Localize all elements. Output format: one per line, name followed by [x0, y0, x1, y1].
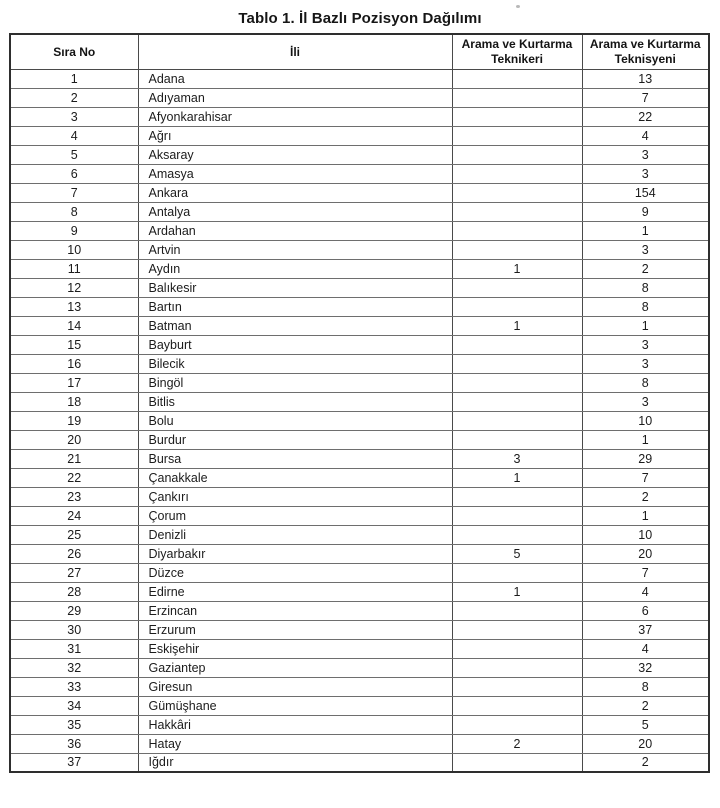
province-name-cell: Aksaray — [138, 145, 452, 164]
table-row — [10, 430, 709, 449]
teknisyeni-count-cell: 10 — [582, 525, 709, 544]
row-number-cell: 25 — [10, 525, 138, 544]
province-name-cell: Aydın — [138, 259, 452, 278]
table-row — [10, 544, 709, 563]
row-number-cell: 34 — [10, 696, 138, 715]
row-number-cell: 37 — [10, 753, 138, 772]
teknikeri-count-cell — [452, 69, 582, 88]
teknisyeni-count-cell: 20 — [582, 544, 709, 563]
teknikeri-count-cell — [452, 715, 582, 734]
row-number-cell: 21 — [10, 449, 138, 468]
row-number-cell: 4 — [10, 126, 138, 145]
table-row — [10, 696, 709, 715]
province-name-cell: Amasya — [138, 164, 452, 183]
row-number-cell: 18 — [10, 392, 138, 411]
teknisyeni-count-cell: 3 — [582, 145, 709, 164]
teknikeri-count-cell: 1 — [452, 259, 582, 278]
table-row — [10, 126, 709, 145]
header-teknikeri: Arama ve Kurtarma Teknikeri — [452, 34, 582, 69]
row-number-cell: 12 — [10, 278, 138, 297]
teknikeri-count-cell — [452, 202, 582, 221]
province-name-cell: Hakkâri — [138, 715, 452, 734]
province-name-cell: Çorum — [138, 506, 452, 525]
row-number-cell: 13 — [10, 297, 138, 316]
table-body — [10, 69, 709, 772]
row-number-cell: 33 — [10, 677, 138, 696]
row-number-cell: 36 — [10, 734, 138, 753]
teknisyeni-count-cell: 3 — [582, 354, 709, 373]
teknikeri-count-cell — [452, 354, 582, 373]
table-row — [10, 411, 709, 430]
teknikeri-count-cell — [452, 525, 582, 544]
table-row — [10, 202, 709, 221]
province-name-cell: Ankara — [138, 183, 452, 202]
teknisyeni-count-cell: 7 — [582, 563, 709, 582]
row-number-cell: 20 — [10, 430, 138, 449]
table-row — [10, 582, 709, 601]
table-row — [10, 107, 709, 126]
teknisyeni-count-cell: 4 — [582, 639, 709, 658]
teknikeri-count-cell — [452, 183, 582, 202]
table-row — [10, 335, 709, 354]
teknisyeni-count-cell: 2 — [582, 753, 709, 772]
teknisyeni-count-cell: 2 — [582, 696, 709, 715]
teknikeri-count-cell: 1 — [452, 582, 582, 601]
teknikeri-count-cell — [452, 563, 582, 582]
row-number-cell: 32 — [10, 658, 138, 677]
row-number-cell: 1 — [10, 69, 138, 88]
teknikeri-count-cell — [452, 297, 582, 316]
province-name-cell: Artvin — [138, 240, 452, 259]
teknikeri-count-cell — [452, 335, 582, 354]
scan-artifact — [516, 5, 520, 8]
row-number-cell: 17 — [10, 373, 138, 392]
table-row — [10, 658, 709, 677]
row-number-cell: 23 — [10, 487, 138, 506]
province-name-cell: Ardahan — [138, 221, 452, 240]
table-title: Tablo 1. İl Bazlı Pozisyon Dağılımı — [238, 10, 482, 27]
row-number-cell: 2 — [10, 88, 138, 107]
teknisyeni-count-cell: 7 — [582, 468, 709, 487]
table-row — [10, 392, 709, 411]
teknikeri-count-cell — [452, 753, 582, 772]
teknisyeni-count-cell: 7 — [582, 88, 709, 107]
row-number-cell: 7 — [10, 183, 138, 202]
teknisyeni-count-cell: 3 — [582, 164, 709, 183]
province-name-cell: Burdur — [138, 430, 452, 449]
teknikeri-count-cell — [452, 620, 582, 639]
row-number-cell: 19 — [10, 411, 138, 430]
teknisyeni-count-cell: 5 — [582, 715, 709, 734]
table-row — [10, 164, 709, 183]
row-number-cell: 29 — [10, 601, 138, 620]
row-number-cell: 16 — [10, 354, 138, 373]
row-number-cell: 22 — [10, 468, 138, 487]
teknisyeni-count-cell: 154 — [582, 183, 709, 202]
teknikeri-count-cell — [452, 696, 582, 715]
teknisyeni-count-cell: 32 — [582, 658, 709, 677]
teknikeri-count-cell: 5 — [452, 544, 582, 563]
teknisyeni-count-cell: 1 — [582, 316, 709, 335]
teknisyeni-count-cell: 1 — [582, 430, 709, 449]
row-number-cell: 14 — [10, 316, 138, 335]
teknikeri-count-cell — [452, 164, 582, 183]
table-row — [10, 354, 709, 373]
table-row — [10, 278, 709, 297]
teknikeri-count-cell — [452, 601, 582, 620]
row-number-cell: 26 — [10, 544, 138, 563]
table-row — [10, 715, 709, 734]
teknisyeni-count-cell: 13 — [582, 69, 709, 88]
teknisyeni-count-cell: 4 — [582, 126, 709, 145]
teknikeri-count-cell — [452, 88, 582, 107]
province-name-cell: Hatay — [138, 734, 452, 753]
province-name-cell: Antalya — [138, 202, 452, 221]
table-row — [10, 183, 709, 202]
province-name-cell: Giresun — [138, 677, 452, 696]
table-row — [10, 468, 709, 487]
teknikeri-count-cell — [452, 487, 582, 506]
province-name-cell: Çanakkale — [138, 468, 452, 487]
table-row — [10, 145, 709, 164]
header-row — [10, 34, 709, 69]
province-name-cell: Balıkesir — [138, 278, 452, 297]
row-number-cell: 11 — [10, 259, 138, 278]
province-name-cell: Adana — [138, 69, 452, 88]
table-header — [10, 34, 709, 69]
province-name-cell: Bitlis — [138, 392, 452, 411]
teknikeri-count-cell: 1 — [452, 316, 582, 335]
teknikeri-count-cell — [452, 126, 582, 145]
province-name-cell: Batman — [138, 316, 452, 335]
row-number-cell: 10 — [10, 240, 138, 259]
province-name-cell: Bartın — [138, 297, 452, 316]
province-name-cell: Bursa — [138, 449, 452, 468]
province-name-cell: Çankırı — [138, 487, 452, 506]
table-row — [10, 563, 709, 582]
table-row — [10, 259, 709, 278]
province-name-cell: Erzurum — [138, 620, 452, 639]
table-row — [10, 88, 709, 107]
province-name-cell: Adıyaman — [138, 88, 452, 107]
teknisyeni-count-cell: 22 — [582, 107, 709, 126]
table-row — [10, 734, 709, 753]
table-row — [10, 677, 709, 696]
province-name-cell: Bilecik — [138, 354, 452, 373]
province-name-cell: Eskişehir — [138, 639, 452, 658]
teknisyeni-count-cell: 9 — [582, 202, 709, 221]
teknisyeni-count-cell: 10 — [582, 411, 709, 430]
province-name-cell: Erzincan — [138, 601, 452, 620]
province-name-cell: Afyonkarahisar — [138, 107, 452, 126]
row-number-cell: 24 — [10, 506, 138, 525]
row-number-cell: 28 — [10, 582, 138, 601]
teknikeri-count-cell — [452, 658, 582, 677]
province-name-cell: Düzce — [138, 563, 452, 582]
header-sira-no: Sıra No — [10, 34, 138, 69]
teknikeri-count-cell — [452, 107, 582, 126]
teknikeri-count-cell: 2 — [452, 734, 582, 753]
table-row — [10, 525, 709, 544]
row-number-cell: 3 — [10, 107, 138, 126]
table-row — [10, 240, 709, 259]
teknikeri-count-cell — [452, 411, 582, 430]
row-number-cell: 27 — [10, 563, 138, 582]
table-row — [10, 601, 709, 620]
teknisyeni-count-cell: 8 — [582, 677, 709, 696]
province-name-cell: Gaziantep — [138, 658, 452, 677]
province-name-cell: Ağrı — [138, 126, 452, 145]
table-row — [10, 297, 709, 316]
teknisyeni-count-cell: 1 — [582, 506, 709, 525]
teknisyeni-count-cell: 4 — [582, 582, 709, 601]
row-number-cell: 30 — [10, 620, 138, 639]
province-name-cell: Iğdır — [138, 753, 452, 772]
table-row — [10, 449, 709, 468]
table-row — [10, 506, 709, 525]
teknikeri-count-cell — [452, 221, 582, 240]
teknisyeni-count-cell: 2 — [582, 259, 709, 278]
row-number-cell: 8 — [10, 202, 138, 221]
teknisyeni-count-cell: 3 — [582, 240, 709, 259]
table-row — [10, 487, 709, 506]
teknikeri-count-cell — [452, 430, 582, 449]
teknikeri-count-cell — [452, 240, 582, 259]
province-name-cell: Gümüşhane — [138, 696, 452, 715]
province-name-cell: Bolu — [138, 411, 452, 430]
teknisyeni-count-cell: 3 — [582, 392, 709, 411]
teknikeri-count-cell — [452, 639, 582, 658]
position-distribution-table — [9, 33, 710, 773]
teknisyeni-count-cell: 8 — [582, 278, 709, 297]
teknisyeni-count-cell: 37 — [582, 620, 709, 639]
row-number-cell: 6 — [10, 164, 138, 183]
province-name-cell: Edirne — [138, 582, 452, 601]
teknikeri-count-cell: 3 — [452, 449, 582, 468]
teknikeri-count-cell — [452, 506, 582, 525]
table-row — [10, 639, 709, 658]
table-row — [10, 69, 709, 88]
teknikeri-count-cell — [452, 278, 582, 297]
teknisyeni-count-cell: 8 — [582, 297, 709, 316]
table-row — [10, 221, 709, 240]
teknikeri-count-cell — [452, 373, 582, 392]
teknikeri-count-cell — [452, 677, 582, 696]
row-number-cell: 5 — [10, 145, 138, 164]
province-name-cell: Bayburt — [138, 335, 452, 354]
header-teknisyeni: Arama ve Kurtarma Teknisyeni — [582, 34, 709, 69]
table-row — [10, 373, 709, 392]
table-row — [10, 753, 709, 772]
table-row — [10, 316, 709, 335]
teknikeri-count-cell — [452, 145, 582, 164]
row-number-cell: 31 — [10, 639, 138, 658]
province-name-cell: Diyarbakır — [138, 544, 452, 563]
table-row — [10, 620, 709, 639]
teknisyeni-count-cell: 29 — [582, 449, 709, 468]
row-number-cell: 9 — [10, 221, 138, 240]
row-number-cell: 15 — [10, 335, 138, 354]
teknikeri-count-cell: 1 — [452, 468, 582, 487]
teknisyeni-count-cell: 6 — [582, 601, 709, 620]
row-number-cell: 35 — [10, 715, 138, 734]
teknikeri-count-cell — [452, 392, 582, 411]
teknisyeni-count-cell: 2 — [582, 487, 709, 506]
province-name-cell: Denizli — [138, 525, 452, 544]
teknisyeni-count-cell: 3 — [582, 335, 709, 354]
teknisyeni-count-cell: 20 — [582, 734, 709, 753]
teknisyeni-count-cell: 1 — [582, 221, 709, 240]
teknisyeni-count-cell: 8 — [582, 373, 709, 392]
header-ili: İli — [138, 34, 452, 69]
province-name-cell: Bingöl — [138, 373, 452, 392]
